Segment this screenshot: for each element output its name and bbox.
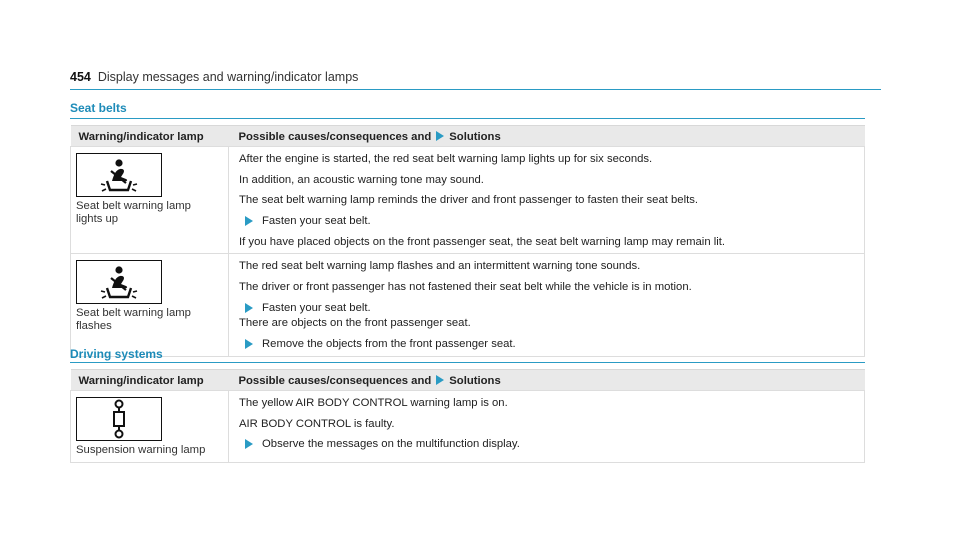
lamp-label: [76, 444, 224, 457]
column-header-causes: [229, 370, 865, 391]
seat-belt-warning-icon: [76, 153, 162, 197]
solution-arrow-icon: [245, 339, 253, 349]
seat-belts-table: [70, 125, 865, 357]
lamp-label-line: flashes: [76, 320, 112, 333]
solution-text: Remove the objects from the front passenger seat.: [262, 338, 516, 351]
description-text: The yellow AIR BODY CONTROL warning lamp is on.: [239, 397, 508, 409]
lamp-label-line: Seat belt warning lamp: [76, 200, 191, 212]
solution-arrow-icon: [245, 303, 253, 313]
description-text: After the engine is started, the red seat belt warning lamp lights up for six seconds.: [239, 153, 653, 165]
solution-arrow-icon: [245, 439, 253, 449]
solution-step: [239, 301, 858, 316]
section-title-driving-systems: Driving systems: [70, 347, 163, 361]
suspension-warning-icon: [76, 397, 162, 441]
solutions-label: Solutions: [449, 375, 501, 387]
solution-step: [239, 214, 858, 229]
lamp-label: [76, 307, 224, 333]
table-row: [71, 391, 865, 463]
table-row: [71, 147, 865, 254]
section-rule: [70, 362, 865, 363]
description-text: There are objects on the front passenger seat.: [239, 317, 471, 330]
header-rule: [70, 89, 881, 90]
description-text: If you have placed objects on the front passenger seat, the seat belt warning lamp may remain lit.: [239, 235, 726, 248]
causes-label: Possible causes/consequences and: [238, 131, 432, 143]
lamp-label: [76, 200, 224, 226]
solution-text: Fasten your seat belt.: [262, 215, 371, 228]
table-header-row: [71, 126, 865, 147]
table-row: [71, 254, 865, 356]
column-header-causes: [229, 126, 865, 147]
seat-belt-warning-icon: [76, 260, 162, 304]
column-header-lamp: Warning/indicator lamp: [71, 370, 229, 391]
solution-text: Fasten your seat belt.: [262, 301, 371, 314]
description-text: The driver or front passenger has not fastened their seat belt while the vehicle is in motion.: [239, 281, 692, 294]
description-text: The seat belt warning lamp reminds the driver and front passenger to fasten their seat belts.: [239, 194, 699, 207]
lamp-label-line: Seat belt warning lamp: [76, 307, 191, 320]
solution-step: [239, 437, 858, 452]
section-title-seat-belts: Seat belts: [70, 101, 127, 115]
description-cell: [229, 254, 865, 356]
solution-step: [239, 337, 858, 352]
description-text: In addition, an acoustic warning tone may sound.: [239, 173, 484, 186]
column-header-lamp: Warning/indicator lamp: [71, 126, 229, 147]
solution-arrow-icon: [436, 131, 444, 141]
solutions-label: Solutions: [449, 131, 501, 143]
description-text: AIR BODY CONTROL is faulty.: [239, 417, 395, 430]
lamp-cell: [71, 147, 229, 254]
page-number: 454: [70, 70, 91, 84]
page-header: [70, 70, 358, 84]
section-rule: [70, 118, 865, 119]
table-header-row: [71, 370, 865, 391]
lamp-cell: [71, 254, 229, 356]
description-cell: [229, 147, 865, 254]
description-cell: [229, 391, 865, 463]
solution-arrow-icon: [436, 375, 444, 385]
chapter-title: Display messages and warning/indicator lamps: [97, 70, 359, 84]
lamp-label-line: lights up: [76, 212, 119, 225]
solution-text: Observe the messages on the multifunction display.: [262, 438, 520, 451]
description-text: The red seat belt warning lamp flashes and an intermittent warning tone sounds.: [239, 260, 641, 273]
driving-systems-table: [70, 369, 865, 463]
lamp-cell: [71, 391, 229, 463]
solution-arrow-icon: [245, 216, 253, 226]
causes-label: Possible causes/consequences and: [238, 375, 432, 387]
lamp-label-line: Suspension warning lamp: [76, 444, 206, 456]
